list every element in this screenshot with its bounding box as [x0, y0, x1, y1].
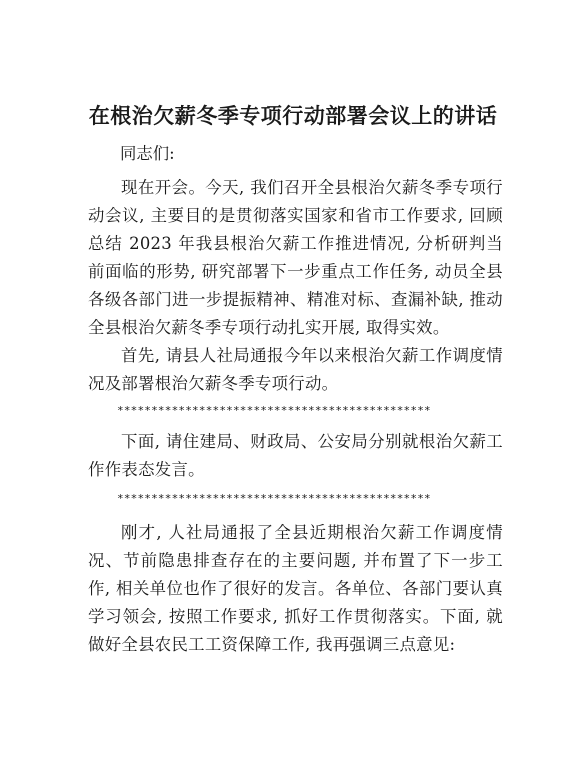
separator-line-2: ********************************************** [117, 492, 431, 505]
paragraph-opening: 现在开会。今天, 我们召开全县根治欠薪冬季专项行动会议, 主要目的是贯彻落实国家和省市工作要求, 回顾总结 2023 年我县根治欠薪工作推进情况, 分析研判当前面临的形势, 研究部署下一步重点工作任务, 动员全县各级各部门进一步提振精神、精准对标、查漏补缺, 推动全县根治欠薪冬季专项行动扎实开展, 取得实效。 [88, 178, 503, 337]
paragraph-first-agenda: 首先, 请县人社局通报今年以来根治欠薪工作调度情况及部署根治欠薪冬季专项行动。 [88, 346, 503, 393]
salutation: 同志们: [120, 144, 175, 163]
paragraph-second-agenda: 下面, 请住建局、财政局、公安局分别就根治欠薪工作作表态发言。 [88, 432, 503, 479]
paragraph-summary: 刚才, 人社局通报了全县近期根治欠薪工作调度情况、节前隐患排查存在的主要问题, 并布置了下一步工作, 相关单位也作了很好的发言。各单位、各部门要认真学习领会, 按照工作要求, 抓好工作贯彻落实。下面, 就做好全县农民工工资保障工作, 我再强调三点意见: [88, 523, 503, 654]
document-title: 在根治欠薪冬季专项行动部署会议上的讲话 [88, 103, 498, 128]
separator-line-1: ********************************************** [117, 404, 431, 417]
